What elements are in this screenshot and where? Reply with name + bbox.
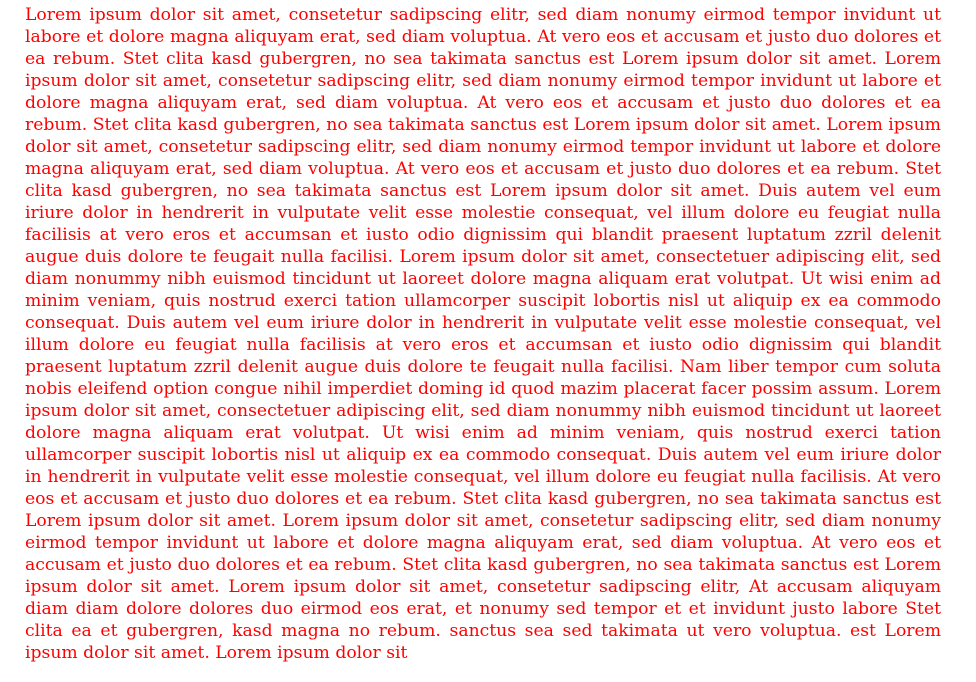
body-paragraph: Lorem ipsum dolor sit amet, consetetur sadipscing elitr, sed diam nonumy eirmod tempor invidunt ut labore et dolore magna aliquyam erat, sed diam voluptua. At vero eos et accusam et justo duo dolores et ea rebum. Stet clita kasd gubergren, no sea takimata sanctus est Lorem ipsum dolor sit amet. Lorem ipsum dolor sit amet, consetetur sadipscing elitr, sed diam nonumy eirmod tempor invidunt ut labore et dolore magna aliquyam erat, sed diam voluptua. At vero eos et accusam et justo duo dolores et ea rebum. Stet clita kasd gubergren, no sea takimata sanctus est Lorem ipsum dolor sit amet. Lorem ipsum dolor sit amet, consetetur sadipscing elitr, sed diam nonumy eirmod tempor invidunt ut labore et dolore magna aliquyam erat, sed diam voluptua. At vero eos et accusam et justo duo dolores et ea rebum. Stet clita kasd gubergren, no sea takimata sanctus est Lorem ipsum dolor sit amet. Duis autem vel eum iriure dolor in hendrerit in vulputate velit esse molestie consequat, vel illum dolore eu feugiat nulla facilisis at vero eros et accumsan et iusto odio dignissim qui blandit praesent luptatum zzril delenit augue duis dolore te feugait nulla facilisi. Lorem ipsum dolor sit amet, consectetuer adipiscing elit, sed diam nonummy nibh euismod tincidunt ut laoreet dolore magna aliquam erat volutpat. Ut wisi enim ad minim veniam, quis nostrud exerci tation ullamcorper suscipit lobortis nisl ut aliquip ex ea commodo consequat. Duis autem vel eum iriure dolor in hendrerit in vulputate velit esse molestie consequat, vel illum dolore eu feugiat nulla facilisis at vero eros et accumsan et iusto odio dignissim qui blandit praesent luptatum zzril delenit augue duis dolore te feugait nulla facilisi. Nam liber tempor cum soluta nobis eleifend option congue nihil imperdiet doming id quod mazim placerat facer possim assum. Lorem ipsum dolor sit amet, consectetuer adipiscing elit, sed diam nonummy nibh euismod tincidunt ut laoreet dolore magna aliquam erat volutpat. Ut wisi enim ad minim veniam, quis nostrud exerci tation ullamcorper suscipit lobortis nisl ut aliquip ex ea commodo consequat. Duis autem vel eum iriure dolor in hendrerit in vulputate velit esse molestie consequat, vel illum dolore eu feugiat nulla facilisis. At vero eos et accusam et justo duo dolores et ea rebum. Stet clita kasd gubergren, no sea takimata sanctus est Lorem ipsum dolor sit amet. Lorem ipsum dolor sit amet, consetetur sadipscing elitr, sed diam nonumy eirmod tempor invidunt ut labore et dolore magna aliquyam erat, sed diam voluptua. At vero eos et accusam et justo duo dolores et ea rebum. Stet clita kasd gubergren, no sea takimata sanctus est Lorem ipsum dolor sit amet. Lorem ipsum dolor sit amet, consetetur sadipscing elitr, At accusam aliquyam diam diam dolore dolores duo eirmod eos erat, et nonumy sed tempor et et invidunt justo labore Stet clita ea et gubergren, kasd magna no rebum. sanctus sea sed takimata ut vero voluptua. est Lorem ipsum dolor sit amet. Lorem ipsum dolor sit [25,5,941,663]
